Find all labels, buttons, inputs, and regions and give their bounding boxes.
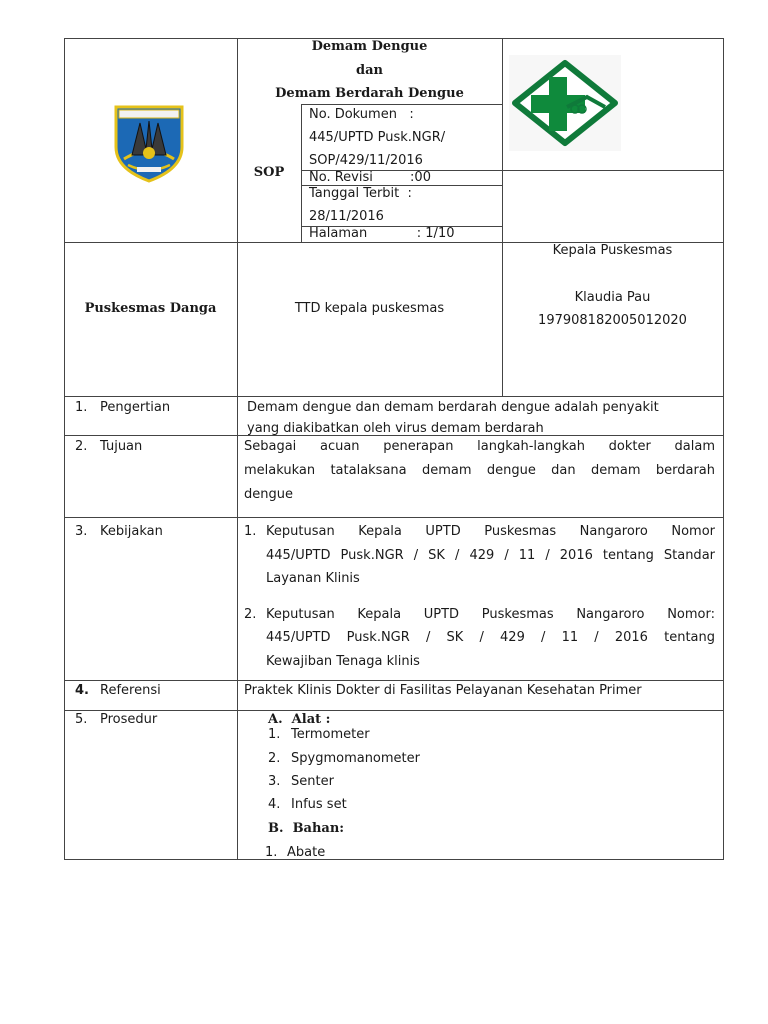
tujuan-text: Sebagai acuan penerapan langkah-langkah dokter dalam [244, 439, 715, 454]
section-number: 5. [75, 712, 88, 727]
alat-item-number: 4. [268, 797, 281, 812]
kebijakan-item-text: Layanan Klinis [266, 571, 360, 586]
bahan-item: Abate [287, 845, 326, 860]
bahan-heading: B. Bahan: [268, 821, 345, 836]
tujuan-text: melakukan tatalaksana demam dengue dan demam berdarah [244, 463, 715, 478]
puskesmas-name: Puskesmas Danga [84, 301, 217, 316]
kebijakan-item-number: 2. [244, 607, 257, 622]
head-nip: 197908182005012020 [538, 313, 687, 328]
title-line-1: Demam Dengue [311, 39, 428, 54]
alat-heading: A. Alat : [268, 712, 331, 727]
sop-label: SOP [253, 165, 285, 180]
tujuan-text: dengue [244, 487, 293, 502]
alat-item-number: 2. [268, 751, 281, 766]
alat-item: Spygmomanometer [291, 751, 420, 766]
title-line-3: Demam Berdarah Dengue [275, 86, 464, 101]
issue-date-label: Tanggal Terbit : [309, 186, 412, 201]
doc-number-value: SOP/429/11/2016 [309, 153, 423, 168]
table-row-divider [301, 104, 502, 105]
referensi-text: Praktek Klinis Dokter di Fasilitas Pelayanan Kesehatan Primer [244, 683, 642, 698]
pengertian-text: yang diakibatkan oleh virus demam berdarah [247, 421, 544, 436]
table-border-left [64, 38, 65, 860]
section-label: Referensi [100, 683, 161, 698]
issue-date-value: 28/11/2016 [309, 209, 384, 224]
table-border-bottom [64, 859, 723, 860]
table-row-divider [64, 710, 723, 711]
doc-number-label: No. Dokumen : [309, 107, 414, 122]
kebijakan-item-text: Kewajiban Tenaga klinis [266, 654, 420, 669]
alat-item: Termometer [291, 727, 370, 742]
table-row-divider [64, 396, 723, 397]
signature-placeholder: TTD kepala puskesmas [294, 301, 445, 316]
alat-item: Senter [291, 774, 334, 789]
section-number: 2. [75, 439, 88, 454]
section-number: 3. [75, 524, 88, 539]
revision-label: No. Revisi :00 [309, 170, 431, 185]
section-label: Pengertian [100, 400, 171, 415]
kebijakan-item-text: 445/UPTD Pusk.NGR / SK / 429 / 11 / 2016 tentang [266, 630, 715, 645]
head-title: Kepala Puskesmas [552, 243, 673, 258]
section-number: 4. [75, 683, 89, 698]
alat-item-number: 3. [268, 774, 281, 789]
kebijakan-item-number: 1. [244, 524, 257, 539]
head-name: Klaudia Pau [574, 290, 651, 305]
doc-number-value: 445/UPTD Pusk.NGR/ [309, 130, 446, 145]
section-label: Prosedur [100, 712, 158, 727]
page-label: Halaman : 1/10 [309, 226, 455, 241]
kebijakan-item-text: Keputusan Kepala UPTD Puskesmas Nangaroro Nomor [266, 524, 715, 539]
pengertian-text: Demam dengue dan demam berdarah dengue adalah penyakit [247, 400, 659, 415]
section-number: 1. [75, 400, 88, 415]
table-border-right [723, 38, 724, 860]
section-label: Kebijakan [100, 524, 163, 539]
title-line-2: dan [356, 63, 383, 78]
alat-item-number: 1. [268, 727, 281, 742]
table-row-divider [64, 517, 723, 518]
table-column-divider [301, 104, 302, 242]
table-column-divider [502, 38, 503, 396]
table-row-divider [64, 680, 723, 681]
puskesmas-logo [509, 55, 621, 151]
kebijakan-item-text: 445/UPTD Pusk.NGR / SK / 429 / 11 / 2016 tentang Standar [266, 548, 715, 563]
alat-item: Infus set [291, 797, 347, 812]
kebijakan-item-text: Keputusan Kepala UPTD Puskesmas Nangaroro Nomor: [266, 607, 715, 622]
bahan-item-number: 1. [265, 845, 278, 860]
section-label: Tujuan [100, 439, 143, 454]
table-column-divider [237, 38, 238, 860]
coat-of-arms-logo [110, 103, 188, 183]
